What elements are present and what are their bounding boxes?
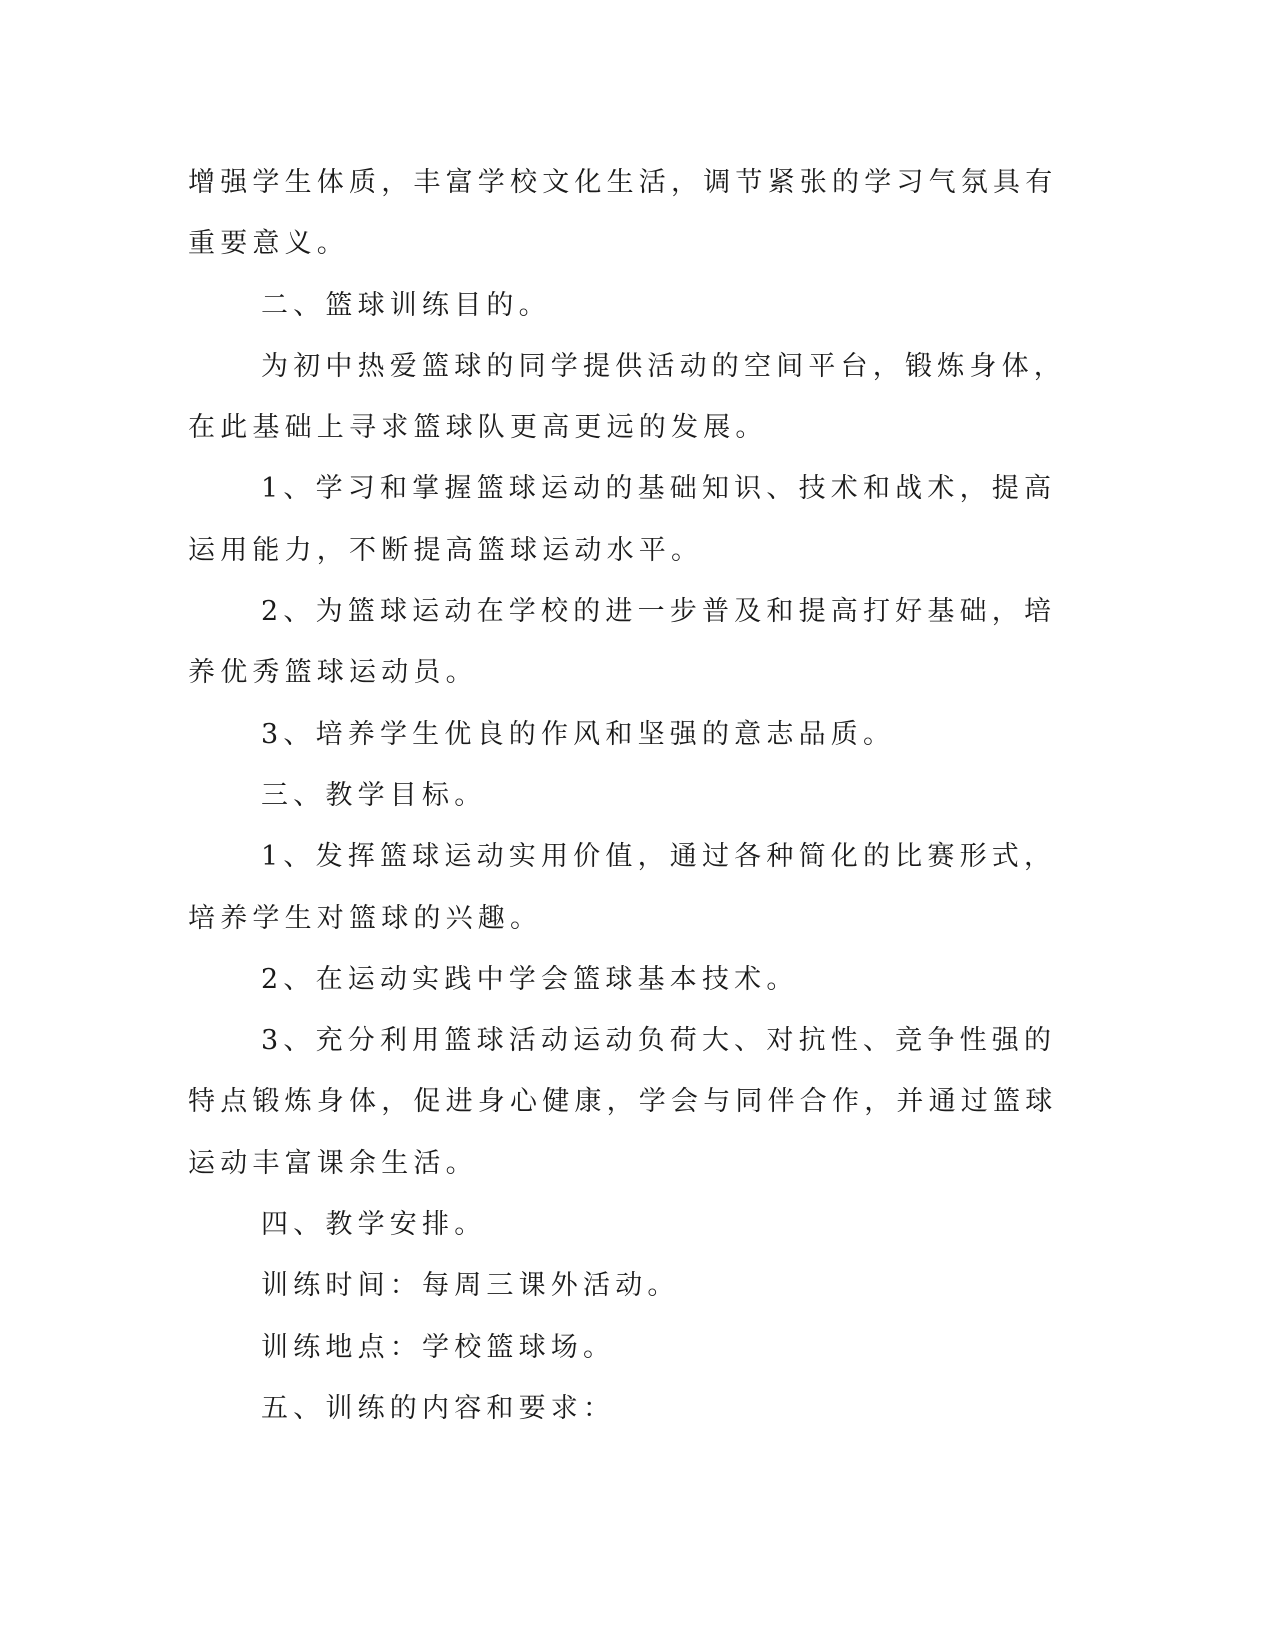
heading-teaching-goals: 三、教学目标。 [261,779,487,811]
goal-item-1: 1、发挥篮球运动实用价值，通过各种简化的比赛形式，培养学生对篮球的兴趣。 [188,841,1057,934]
goal-item-3: 3、充分利用篮球活动运动负荷大、对抗性、竞争性强的特点锻炼身体，促进身心健康，学会与同伴合作，并通过篮球运动丰富课余生活。 [188,1025,1058,1179]
paragraph-purpose-intro: 为初中热爱篮球的同学提供活动的空间平台，锻炼身体，在此基础上寻求篮球队更高更远的发展。 [188,350,1066,444]
heading-training-purpose: 二、篮球训练目的。 [261,289,551,321]
goal-item-2: 2、在运动实践中学会篮球基本技术。 [261,963,799,995]
heading-teaching-arrangement: 四、教学安排。 [261,1209,487,1241]
training-location: 训练地点：学校篮球场。 [261,1331,616,1363]
body-text [188,152,1068,1439]
purpose-item-3: 3、培养学生优良的作风和坚强的意志品质。 [261,718,896,750]
heading-training-content: 五、训练的内容和要求： [261,1392,616,1424]
purpose-item-1: 1、学习和掌握篮球运动的基础知识、技术和战术，提高运用能力，不断提高篮球运动水平。 [188,473,1057,566]
purpose-item-2: 2、为篮球运动在学校的进一步普及和提高打好基础，培养优秀篮球运动员。 [188,596,1057,689]
training-time: 训练时间：每周三课外活动。 [261,1270,680,1302]
paragraph-continuation: 增强学生体质，丰富学校文化生活，调节紧张的学习气氛具有重要意义。 [188,167,1058,260]
